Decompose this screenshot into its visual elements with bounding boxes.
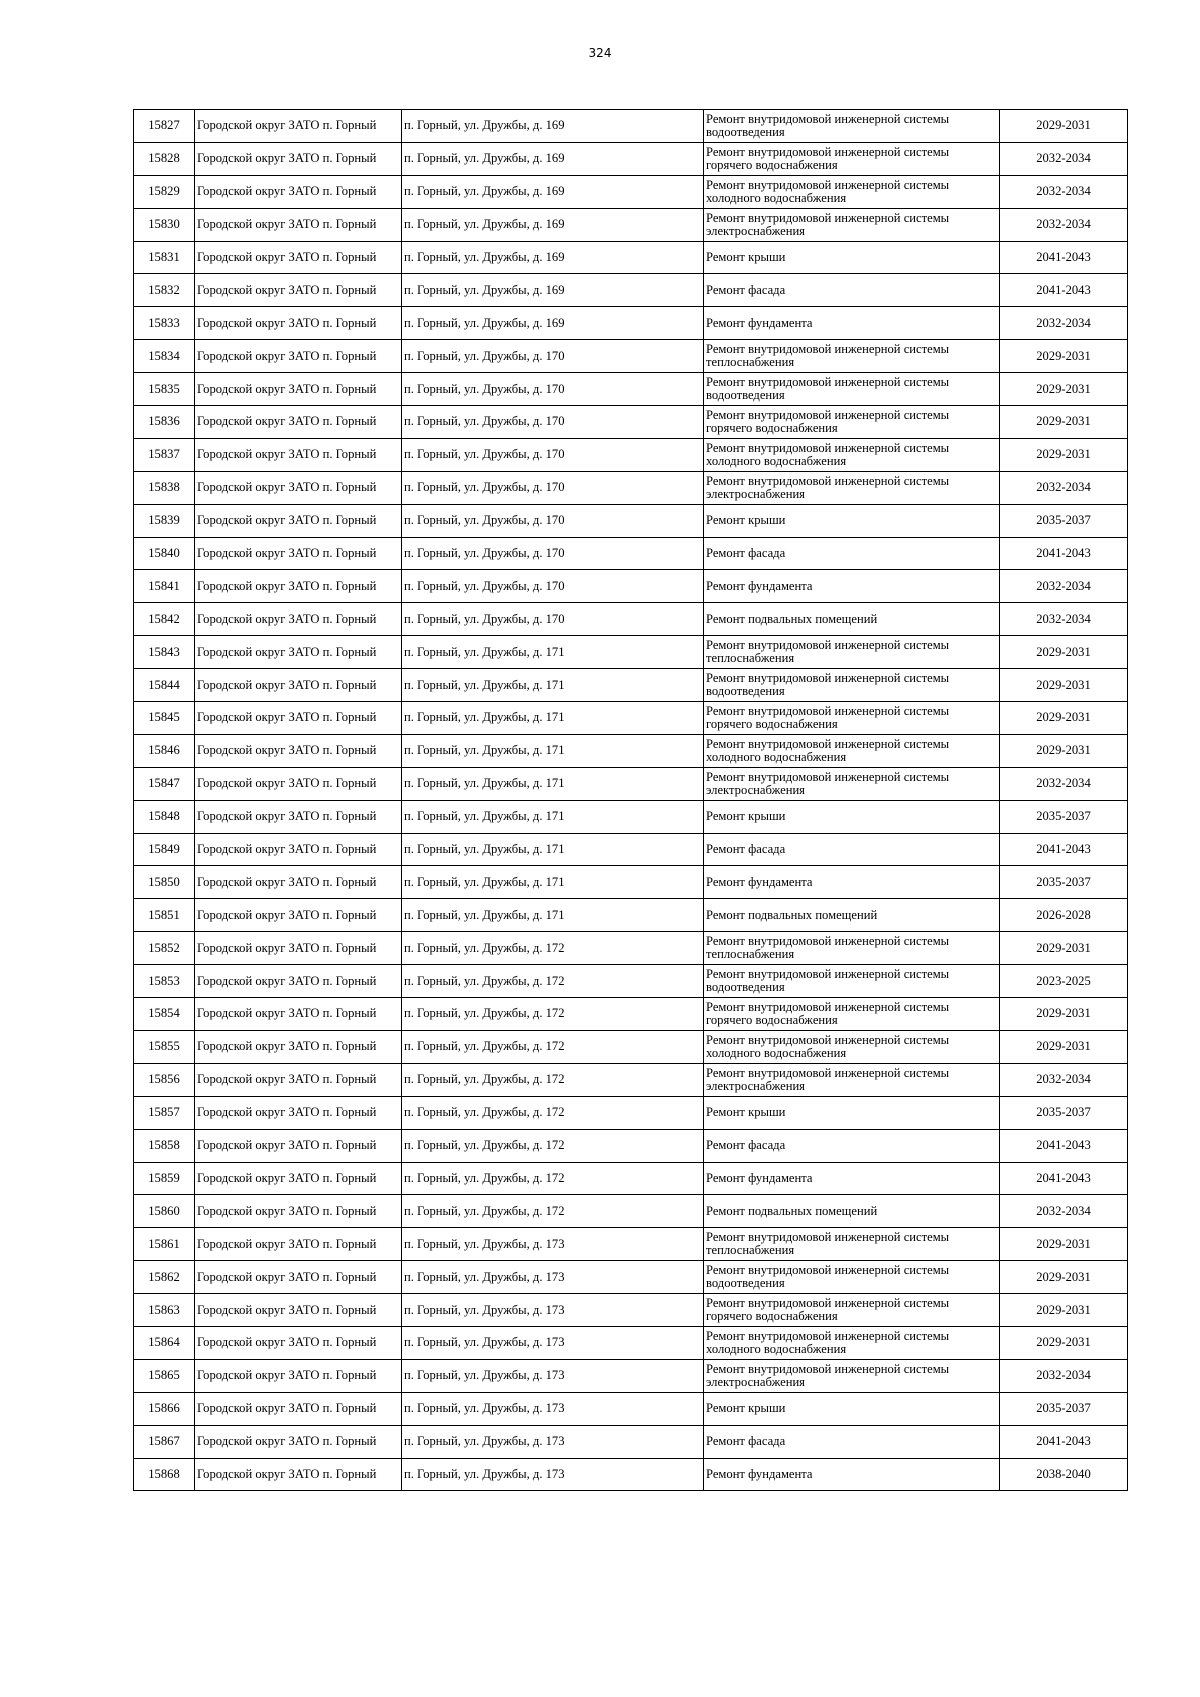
row-number-cell: 15861 — [134, 1228, 195, 1261]
address-cell: п. Горный, ул. Дружбы, д. 169 — [402, 307, 704, 340]
repair-type-cell: Ремонт фундамента — [704, 307, 1000, 340]
repair-type-cell: Ремонт внутридомовой инженерной системы холодного водоснабжения — [704, 438, 1000, 471]
municipality-cell: Городской округ ЗАТО п. Горный — [195, 669, 402, 702]
municipality-cell: Городской округ ЗАТО п. Горный — [195, 1063, 402, 1096]
table-row — [134, 636, 1128, 669]
period-cell: 2035-2037 — [1000, 504, 1128, 537]
municipality-cell: Городской округ ЗАТО п. Горный — [195, 1096, 402, 1129]
row-number-cell: 15838 — [134, 471, 195, 504]
period-cell: 2032-2034 — [1000, 603, 1128, 636]
municipality-cell: Городской округ ЗАТО п. Горный — [195, 1392, 402, 1425]
row-number-cell: 15827 — [134, 110, 195, 143]
address-cell: п. Горный, ул. Дружбы, д. 173 — [402, 1392, 704, 1425]
table-row — [134, 570, 1128, 603]
row-number-cell: 15865 — [134, 1359, 195, 1392]
row-number-cell: 15836 — [134, 406, 195, 439]
address-cell: п. Горный, ул. Дружбы, д. 170 — [402, 537, 704, 570]
table-row — [134, 438, 1128, 471]
address-cell: п. Горный, ул. Дружбы, д. 173 — [402, 1294, 704, 1327]
period-cell: 2041-2043 — [1000, 241, 1128, 274]
table-row — [134, 866, 1128, 899]
repair-type-cell: Ремонт внутридомовой инженерной системы холодного водоснабжения — [704, 175, 1000, 208]
table-row — [134, 1162, 1128, 1195]
table-row — [134, 110, 1128, 143]
period-cell: 2041-2043 — [1000, 833, 1128, 866]
repair-type-cell: Ремонт подвальных помещений — [704, 1195, 1000, 1228]
repair-type-cell: Ремонт внутридомовой инженерной системы водоотведения — [704, 373, 1000, 406]
row-number-cell: 15847 — [134, 767, 195, 800]
repair-type-cell: Ремонт фасада — [704, 274, 1000, 307]
address-cell: п. Горный, ул. Дружбы, д. 170 — [402, 340, 704, 373]
municipality-cell: Городской округ ЗАТО п. Горный — [195, 998, 402, 1031]
address-cell: п. Горный, ул. Дружбы, д. 169 — [402, 274, 704, 307]
address-cell: п. Горный, ул. Дружбы, д. 169 — [402, 241, 704, 274]
table-row — [134, 241, 1128, 274]
table-row — [134, 1326, 1128, 1359]
repair-type-cell: Ремонт внутридомовой инженерной системы теплоснабжения — [704, 932, 1000, 965]
address-cell: п. Горный, ул. Дружбы, д. 170 — [402, 504, 704, 537]
municipality-cell: Городской округ ЗАТО п. Горный — [195, 932, 402, 965]
repair-type-cell: Ремонт внутридомовой инженерной системы холодного водоснабжения — [704, 1326, 1000, 1359]
table-row — [134, 340, 1128, 373]
municipality-cell: Городской округ ЗАТО п. Горный — [195, 504, 402, 537]
repair-type-cell: Ремонт внутридомовой инженерной системы водоотведения — [704, 669, 1000, 702]
municipality-cell: Городской округ ЗАТО п. Горный — [195, 142, 402, 175]
address-cell: п. Горный, ул. Дружбы, д. 172 — [402, 965, 704, 998]
table-row — [134, 274, 1128, 307]
row-number-cell: 15845 — [134, 702, 195, 735]
period-cell: 2029-2031 — [1000, 1294, 1128, 1327]
address-cell: п. Горный, ул. Дружбы, д. 173 — [402, 1228, 704, 1261]
repair-type-cell: Ремонт фасада — [704, 1425, 1000, 1458]
repair-type-cell: Ремонт внутридомовой инженерной системы электроснабжения — [704, 471, 1000, 504]
municipality-cell: Городской округ ЗАТО п. Горный — [195, 1195, 402, 1228]
address-cell: п. Горный, ул. Дружбы, д. 170 — [402, 373, 704, 406]
period-cell: 2032-2034 — [1000, 1359, 1128, 1392]
row-number-cell: 15849 — [134, 833, 195, 866]
repair-type-cell: Ремонт крыши — [704, 800, 1000, 833]
row-number-cell: 15843 — [134, 636, 195, 669]
municipality-cell: Городской округ ЗАТО п. Горный — [195, 307, 402, 340]
municipality-cell: Городской округ ЗАТО п. Горный — [195, 406, 402, 439]
municipality-cell: Городской округ ЗАТО п. Горный — [195, 274, 402, 307]
period-cell: 2041-2043 — [1000, 274, 1128, 307]
table-row — [134, 307, 1128, 340]
row-number-cell: 15864 — [134, 1326, 195, 1359]
row-number-cell: 15841 — [134, 570, 195, 603]
address-cell: п. Горный, ул. Дружбы, д. 171 — [402, 866, 704, 899]
table-row — [134, 734, 1128, 767]
municipality-cell: Городской округ ЗАТО п. Горный — [195, 175, 402, 208]
table-row — [134, 373, 1128, 406]
row-number-cell: 15858 — [134, 1129, 195, 1162]
table-row — [134, 1392, 1128, 1425]
municipality-cell: Городской округ ЗАТО п. Горный — [195, 1030, 402, 1063]
municipality-cell: Городской округ ЗАТО п. Горный — [195, 110, 402, 143]
municipality-cell: Городской округ ЗАТО п. Горный — [195, 241, 402, 274]
address-cell: п. Горный, ул. Дружбы, д. 172 — [402, 1162, 704, 1195]
repair-type-cell: Ремонт фасада — [704, 1129, 1000, 1162]
period-cell: 2029-2031 — [1000, 1228, 1128, 1261]
table-row — [134, 833, 1128, 866]
address-cell: п. Горный, ул. Дружбы, д. 171 — [402, 669, 704, 702]
address-cell: п. Горный, ул. Дружбы, д. 171 — [402, 767, 704, 800]
table-row — [134, 965, 1128, 998]
table-row — [134, 208, 1128, 241]
period-cell: 2029-2031 — [1000, 373, 1128, 406]
period-cell: 2029-2031 — [1000, 932, 1128, 965]
repair-type-cell: Ремонт внутридомовой инженерной системы водоотведения — [704, 965, 1000, 998]
municipality-cell: Городской округ ЗАТО п. Горный — [195, 833, 402, 866]
period-cell: 2032-2034 — [1000, 175, 1128, 208]
municipality-cell: Городской округ ЗАТО п. Горный — [195, 208, 402, 241]
repair-type-cell: Ремонт внутридомовой инженерной системы водоотведения — [704, 1261, 1000, 1294]
repair-type-cell: Ремонт внутридомовой инженерной системы холодного водоснабжения — [704, 734, 1000, 767]
address-cell: п. Горный, ул. Дружбы, д. 172 — [402, 1096, 704, 1129]
municipality-cell: Городской округ ЗАТО п. Горный — [195, 1261, 402, 1294]
table-row — [134, 537, 1128, 570]
table-row — [134, 1030, 1128, 1063]
row-number-cell: 15851 — [134, 899, 195, 932]
row-number-cell: 15831 — [134, 241, 195, 274]
municipality-cell: Городской округ ЗАТО п. Горный — [195, 1425, 402, 1458]
row-number-cell: 15832 — [134, 274, 195, 307]
municipality-cell: Городской округ ЗАТО п. Горный — [195, 800, 402, 833]
row-number-cell: 15842 — [134, 603, 195, 636]
row-number-cell: 15867 — [134, 1425, 195, 1458]
repair-type-cell: Ремонт фасада — [704, 833, 1000, 866]
period-cell: 2041-2043 — [1000, 1162, 1128, 1195]
period-cell: 2032-2034 — [1000, 208, 1128, 241]
repair-type-cell: Ремонт крыши — [704, 1096, 1000, 1129]
row-number-cell: 15834 — [134, 340, 195, 373]
municipality-cell: Городской округ ЗАТО п. Горный — [195, 373, 402, 406]
address-cell: п. Горный, ул. Дружбы, д. 169 — [402, 175, 704, 208]
period-cell: 2029-2031 — [1000, 1326, 1128, 1359]
address-cell: п. Горный, ул. Дружбы, д. 171 — [402, 899, 704, 932]
municipality-cell: Городской округ ЗАТО п. Горный — [195, 471, 402, 504]
period-cell: 2032-2034 — [1000, 307, 1128, 340]
row-number-cell: 15835 — [134, 373, 195, 406]
address-cell: п. Горный, ул. Дружбы, д. 170 — [402, 471, 704, 504]
repair-type-cell: Ремонт крыши — [704, 1392, 1000, 1425]
address-cell: п. Горный, ул. Дружбы, д. 170 — [402, 438, 704, 471]
table-row — [134, 504, 1128, 537]
period-cell: 2035-2037 — [1000, 1096, 1128, 1129]
repair-type-cell: Ремонт внутридомовой инженерной системы теплоснабжения — [704, 340, 1000, 373]
row-number-cell: 15860 — [134, 1195, 195, 1228]
row-number-cell: 15852 — [134, 932, 195, 965]
repair-type-cell: Ремонт фундамента — [704, 570, 1000, 603]
repair-type-cell: Ремонт внутридомовой инженерной системы электроснабжения — [704, 767, 1000, 800]
table-row — [134, 1359, 1128, 1392]
row-number-cell: 15833 — [134, 307, 195, 340]
table-row — [134, 603, 1128, 636]
period-cell: 2029-2031 — [1000, 998, 1128, 1031]
repair-type-cell: Ремонт фундамента — [704, 866, 1000, 899]
address-cell: п. Горный, ул. Дружбы, д. 169 — [402, 208, 704, 241]
table-row — [134, 1425, 1128, 1458]
row-number-cell: 15828 — [134, 142, 195, 175]
repair-type-cell: Ремонт внутридомовой инженерной системы горячего водоснабжения — [704, 142, 1000, 175]
table-row — [134, 1129, 1128, 1162]
row-number-cell: 15850 — [134, 866, 195, 899]
table-row — [134, 702, 1128, 735]
period-cell: 2038-2040 — [1000, 1458, 1128, 1491]
table-row — [134, 1294, 1128, 1327]
municipality-cell: Городской округ ЗАТО п. Горный — [195, 899, 402, 932]
repair-type-cell: Ремонт внутридомовой инженерной системы горячего водоснабжения — [704, 702, 1000, 735]
table-row — [134, 406, 1128, 439]
table-row — [134, 1063, 1128, 1096]
address-cell: п. Горный, ул. Дружбы, д. 172 — [402, 1030, 704, 1063]
repair-type-cell: Ремонт крыши — [704, 504, 1000, 537]
row-number-cell: 15837 — [134, 438, 195, 471]
municipality-cell: Городской округ ЗАТО п. Горный — [195, 1294, 402, 1327]
table-row — [134, 899, 1128, 932]
period-cell: 2032-2034 — [1000, 1195, 1128, 1228]
row-number-cell: 15853 — [134, 965, 195, 998]
address-cell: п. Горный, ул. Дружбы, д. 169 — [402, 142, 704, 175]
municipality-cell: Городской округ ЗАТО п. Горный — [195, 702, 402, 735]
period-cell: 2029-2031 — [1000, 1030, 1128, 1063]
municipality-cell: Городской округ ЗАТО п. Горный — [195, 965, 402, 998]
address-cell: п. Горный, ул. Дружбы, д. 171 — [402, 833, 704, 866]
repair-type-cell: Ремонт внутридомовой инженерной системы холодного водоснабжения — [704, 1030, 1000, 1063]
row-number-cell: 15840 — [134, 537, 195, 570]
municipality-cell: Городской округ ЗАТО п. Горный — [195, 1129, 402, 1162]
address-cell: п. Горный, ул. Дружбы, д. 173 — [402, 1425, 704, 1458]
municipality-cell: Городской округ ЗАТО п. Горный — [195, 1228, 402, 1261]
row-number-cell: 15846 — [134, 734, 195, 767]
row-number-cell: 15829 — [134, 175, 195, 208]
repair-type-cell: Ремонт фундамента — [704, 1162, 1000, 1195]
period-cell: 2026-2028 — [1000, 899, 1128, 932]
period-cell: 2029-2031 — [1000, 406, 1128, 439]
repair-type-cell: Ремонт внутридомовой инженерной системы горячего водоснабжения — [704, 406, 1000, 439]
address-cell: п. Горный, ул. Дружбы, д. 171 — [402, 702, 704, 735]
period-cell: 2029-2031 — [1000, 110, 1128, 143]
address-cell: п. Горный, ул. Дружбы, д. 170 — [402, 570, 704, 603]
municipality-cell: Городской округ ЗАТО п. Горный — [195, 734, 402, 767]
period-cell: 2032-2034 — [1000, 1063, 1128, 1096]
page-number: 324 — [588, 46, 612, 60]
row-number-cell: 15830 — [134, 208, 195, 241]
table-row — [134, 1458, 1128, 1491]
address-cell: п. Горный, ул. Дружбы, д. 173 — [402, 1326, 704, 1359]
period-cell: 2035-2037 — [1000, 800, 1128, 833]
period-cell: 2035-2037 — [1000, 1392, 1128, 1425]
address-cell: п. Горный, ул. Дружбы, д. 172 — [402, 932, 704, 965]
municipality-cell: Городской округ ЗАТО п. Горный — [195, 1326, 402, 1359]
municipality-cell: Городской округ ЗАТО п. Горный — [195, 866, 402, 899]
period-cell: 2032-2034 — [1000, 767, 1128, 800]
table-row — [134, 932, 1128, 965]
address-cell: п. Горный, ул. Дружбы, д. 173 — [402, 1261, 704, 1294]
row-number-cell: 15857 — [134, 1096, 195, 1129]
row-number-cell: 15854 — [134, 998, 195, 1031]
repair-type-cell: Ремонт фундамента — [704, 1458, 1000, 1491]
period-cell: 2032-2034 — [1000, 471, 1128, 504]
period-cell: 2029-2031 — [1000, 636, 1128, 669]
table-row — [134, 998, 1128, 1031]
table-row — [134, 669, 1128, 702]
municipality-cell: Городской округ ЗАТО п. Горный — [195, 340, 402, 373]
table-row — [134, 1096, 1128, 1129]
address-cell: п. Горный, ул. Дружбы, д. 169 — [402, 110, 704, 143]
repair-type-cell: Ремонт внутридомовой инженерной системы теплоснабжения — [704, 636, 1000, 669]
period-cell: 2035-2037 — [1000, 866, 1128, 899]
table-body — [134, 110, 1128, 1491]
row-number-cell: 15839 — [134, 504, 195, 537]
period-cell: 2029-2031 — [1000, 438, 1128, 471]
repair-type-cell: Ремонт внутридомовой инженерной системы электроснабжения — [704, 208, 1000, 241]
address-cell: п. Горный, ул. Дружбы, д. 172 — [402, 1129, 704, 1162]
address-cell: п. Горный, ул. Дружбы, д. 172 — [402, 1063, 704, 1096]
table-row — [134, 1228, 1128, 1261]
municipality-cell: Городской округ ЗАТО п. Горный — [195, 767, 402, 800]
repair-type-cell: Ремонт внутридомовой инженерной системы электроснабжения — [704, 1063, 1000, 1096]
period-cell: 2029-2031 — [1000, 1261, 1128, 1294]
table-row — [134, 767, 1128, 800]
repair-type-cell: Ремонт крыши — [704, 241, 1000, 274]
municipality-cell: Городской округ ЗАТО п. Горный — [195, 438, 402, 471]
period-cell: 2041-2043 — [1000, 1129, 1128, 1162]
municipality-cell: Городской округ ЗАТО п. Горный — [195, 636, 402, 669]
municipality-cell: Городской округ ЗАТО п. Горный — [195, 1162, 402, 1195]
period-cell: 2023-2025 — [1000, 965, 1128, 998]
row-number-cell: 15868 — [134, 1458, 195, 1491]
row-number-cell: 15856 — [134, 1063, 195, 1096]
address-cell: п. Горный, ул. Дружбы, д. 173 — [402, 1458, 704, 1491]
repair-type-cell: Ремонт подвальных помещений — [704, 603, 1000, 636]
repair-type-cell: Ремонт внутридомовой инженерной системы горячего водоснабжения — [704, 1294, 1000, 1327]
row-number-cell: 15863 — [134, 1294, 195, 1327]
repair-type-cell: Ремонт подвальных помещений — [704, 899, 1000, 932]
table-row — [134, 175, 1128, 208]
row-number-cell: 15862 — [134, 1261, 195, 1294]
row-number-cell: 15848 — [134, 800, 195, 833]
table-row — [134, 1261, 1128, 1294]
table-row — [134, 1195, 1128, 1228]
repair-type-cell: Ремонт внутридомовой инженерной системы горячего водоснабжения — [704, 998, 1000, 1031]
period-cell: 2029-2031 — [1000, 340, 1128, 373]
repair-type-cell: Ремонт фасада — [704, 537, 1000, 570]
period-cell: 2029-2031 — [1000, 702, 1128, 735]
repair-type-cell: Ремонт внутридомовой инженерной системы водоотведения — [704, 110, 1000, 143]
address-cell: п. Горный, ул. Дружбы, д. 170 — [402, 406, 704, 439]
address-cell: п. Горный, ул. Дружбы, д. 171 — [402, 800, 704, 833]
row-number-cell: 15855 — [134, 1030, 195, 1063]
address-cell: п. Горный, ул. Дружбы, д. 170 — [402, 603, 704, 636]
table-row — [134, 142, 1128, 175]
row-number-cell: 15866 — [134, 1392, 195, 1425]
repair-type-cell: Ремонт внутридомовой инженерной системы теплоснабжения — [704, 1228, 1000, 1261]
period-cell: 2029-2031 — [1000, 669, 1128, 702]
address-cell: п. Горный, ул. Дружбы, д. 172 — [402, 1195, 704, 1228]
table-row — [134, 800, 1128, 833]
municipality-cell: Городской округ ЗАТО п. Горный — [195, 570, 402, 603]
address-cell: п. Горный, ул. Дружбы, д. 171 — [402, 636, 704, 669]
period-cell: 2041-2043 — [1000, 1425, 1128, 1458]
repair-type-cell: Ремонт внутридомовой инженерной системы электроснабжения — [704, 1359, 1000, 1392]
municipality-cell: Городской округ ЗАТО п. Горный — [195, 537, 402, 570]
address-cell: п. Горный, ул. Дружбы, д. 172 — [402, 998, 704, 1031]
table-row — [134, 471, 1128, 504]
municipality-cell: Городской округ ЗАТО п. Горный — [195, 1359, 402, 1392]
municipality-cell: Городской округ ЗАТО п. Горный — [195, 603, 402, 636]
period-cell: 2032-2034 — [1000, 142, 1128, 175]
municipality-cell: Городской округ ЗАТО п. Горный — [195, 1458, 402, 1491]
period-cell: 2029-2031 — [1000, 734, 1128, 767]
repair-schedule-table — [133, 109, 1128, 1491]
row-number-cell: 15859 — [134, 1162, 195, 1195]
address-cell: п. Горный, ул. Дружбы, д. 171 — [402, 734, 704, 767]
row-number-cell: 15844 — [134, 669, 195, 702]
address-cell: п. Горный, ул. Дружбы, д. 173 — [402, 1359, 704, 1392]
period-cell: 2041-2043 — [1000, 537, 1128, 570]
period-cell: 2032-2034 — [1000, 570, 1128, 603]
